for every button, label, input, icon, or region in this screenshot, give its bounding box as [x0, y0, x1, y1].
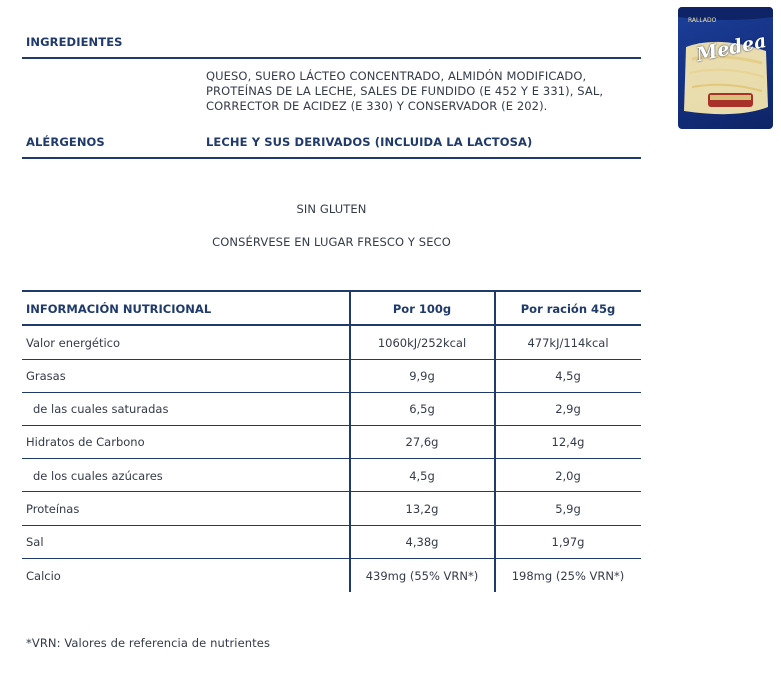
nutrient-label-energy: Valor energético [26, 336, 121, 350]
vrn-footnote: *VRN: Valores de referencia de nutrientes [26, 636, 271, 650]
product-package-image [678, 7, 773, 129]
package-brand: Medea [694, 29, 769, 67]
allergens-divider [22, 157, 641, 159]
nutrient-label-fat: Grasas [26, 369, 66, 383]
allergens-heading: ALÉRGENOS [26, 135, 105, 149]
nutrient-per100-energy: 1060kJ/252kcal [377, 336, 467, 350]
package-tag: RALLADO [688, 17, 717, 24]
nutrient-serving-fat: 4,5g [555, 369, 581, 383]
table-row-divider [22, 558, 641, 559]
ingredients-line: CORRECTOR DE ACIDEZ (E 330) Y CONSERVADOR (E 202). [206, 99, 548, 113]
nutrient-serving-salt: 1,97g [551, 535, 585, 549]
table-header-serving: Por ración 45g [520, 302, 616, 316]
allergens-value: LECHE Y SUS DERIVADOS (INCLUIDA LA LACTOSA) [206, 135, 533, 149]
nutrient-serving-calcium: 198mg (25% VRN*) [511, 569, 625, 583]
table-row-divider [22, 359, 641, 360]
ingredients-list [206, 69, 626, 114]
ingredients-heading: INGREDIENTES [26, 35, 123, 49]
ingredients-line: PROTEÍNAS DE LA LECHE, SALES DE FUNDIDO (E 452 Y E 331), SAL, [206, 84, 604, 98]
table-row-divider [22, 392, 641, 393]
nutrient-serving-energy: 477kJ/114kcal [527, 336, 609, 350]
nutrient-per100-salt: 4,38g [405, 535, 439, 549]
nutrient-label-salt: Sal [26, 535, 44, 549]
nutrient-label-sugars: de los cuales azúcares [33, 469, 163, 483]
nutrient-label-carbs: Hidratos de Carbono [26, 435, 145, 449]
nutrient-per100-fat: 9,9g [409, 369, 435, 383]
storage-note: CONSÉRVESE EN LUGAR FRESCO Y SECO [212, 235, 451, 249]
nutrient-label-calcium: Calcio [26, 569, 61, 583]
gluten-free-note: SIN GLUTEN [296, 202, 367, 216]
nutrient-serving-saturated: 2,9g [555, 402, 581, 416]
nutrient-serving-protein: 5,9g [555, 502, 581, 516]
ingredients-divider [22, 57, 641, 59]
table-header-label: INFORMACIÓN NUTRICIONAL [26, 302, 212, 316]
nutrient-per100-sugars: 4,5g [409, 469, 435, 483]
table-row-divider [22, 491, 641, 492]
table-header-per100: Por 100g [392, 302, 452, 316]
nutrient-per100-carbs: 27,6g [405, 435, 439, 449]
nutrient-serving-carbs: 12,4g [551, 435, 585, 449]
table-row-divider [22, 525, 641, 526]
table-top-border [22, 290, 641, 292]
table-row-divider [22, 425, 641, 426]
nutrient-label-saturated: de las cuales saturadas [33, 402, 169, 416]
table-row-divider [22, 458, 641, 459]
table-header-divider [22, 324, 641, 326]
nutrient-serving-sugars: 2,0g [555, 469, 581, 483]
nutrient-per100-calcium: 439mg (55% VRN*) [365, 569, 479, 583]
package-illustration [678, 7, 773, 129]
nutrient-label-protein: Proteínas [26, 502, 80, 516]
nutrient-per100-saturated: 6,5g [409, 402, 435, 416]
nutrient-per100-protein: 13,2g [405, 502, 439, 516]
ingredients-line: QUESO, SUERO LÁCTEO CONCENTRADO, ALMIDÓN MODIFICADO, [206, 69, 587, 83]
